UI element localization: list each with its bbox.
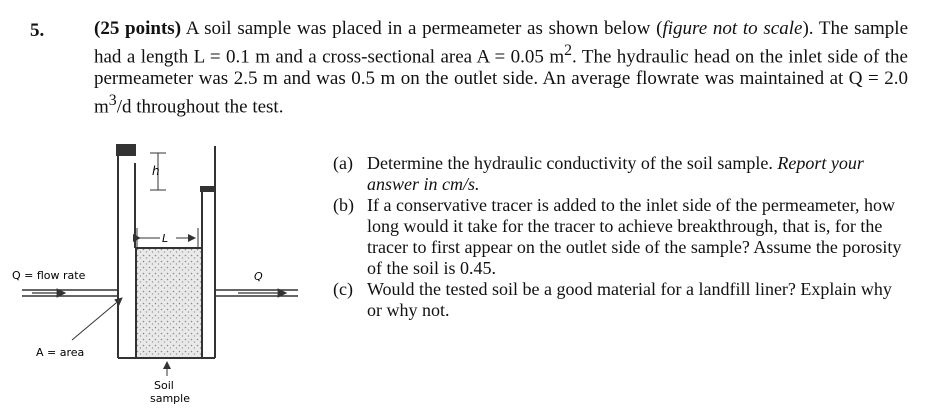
label-Q: Q [254,270,263,283]
question-number: 5. [30,20,45,41]
outflow-arrow [215,270,298,296]
intro-text-2: ). The sample had a length L = 0.1 m and a cross-sectional area A = 0.05 m [94,18,908,68]
intro-superscript-flow: 3 [108,92,117,110]
label-flow-rate: Q = flow rate [12,269,86,282]
part-a-italic: Report your answer in cm/s. [367,153,864,194]
intro-text-4: /d throughout the test. [116,96,284,118]
label-sample: sample [150,392,190,405]
intro-text-3: . The hydraulic head on the inlet side of the permeameter was 2.5 m and was 0.5 m on the outlet side. An average flowrate was maintained at Q = 2.0 m [94,46,908,118]
head-difference-h [150,153,166,190]
sub-questions [333,153,903,321]
label-soil: Soil [154,379,174,392]
intro-italic: figure not to scale [662,18,803,39]
soil-pointer [150,362,190,405]
part-b-label: (b) [333,195,354,215]
label-area: A = area [36,346,85,359]
label-h: h [152,164,160,178]
part-c [333,279,903,321]
part-a [333,153,903,195]
part-a-text: Determine the hydraulic conductivity of the soil sample. [367,153,778,173]
part-c-label: (c) [333,279,353,299]
part-b-text: If a conservative tracer is added to the inlet side of the permeameter, how long would it take for the tracer to achieve breakthrough, that is, for the tracer to first appear on the outlet side of the sample? Assume the porosity of the soil is 0.45. [367,195,902,278]
points-label: (25 points) [94,18,182,39]
part-b [333,195,903,279]
part-a-label: (a) [333,153,353,173]
length-L [137,228,198,248]
soil-sample-block [136,248,202,358]
permeameter-figure [10,128,300,406]
area-pointer [36,298,122,359]
part-c-text: Would the tested soil be a good material for a landfill liner? Explain why or why not. [367,279,892,320]
intro-superscript-area: 2 [564,42,573,59]
question-intro [94,18,908,119]
label-L: L [162,232,169,245]
inflow-arrow [12,269,118,296]
intro-text-1: A soil sample was placed in a permeameter as shown below ( [181,18,663,39]
inlet-reservoir [116,144,136,358]
